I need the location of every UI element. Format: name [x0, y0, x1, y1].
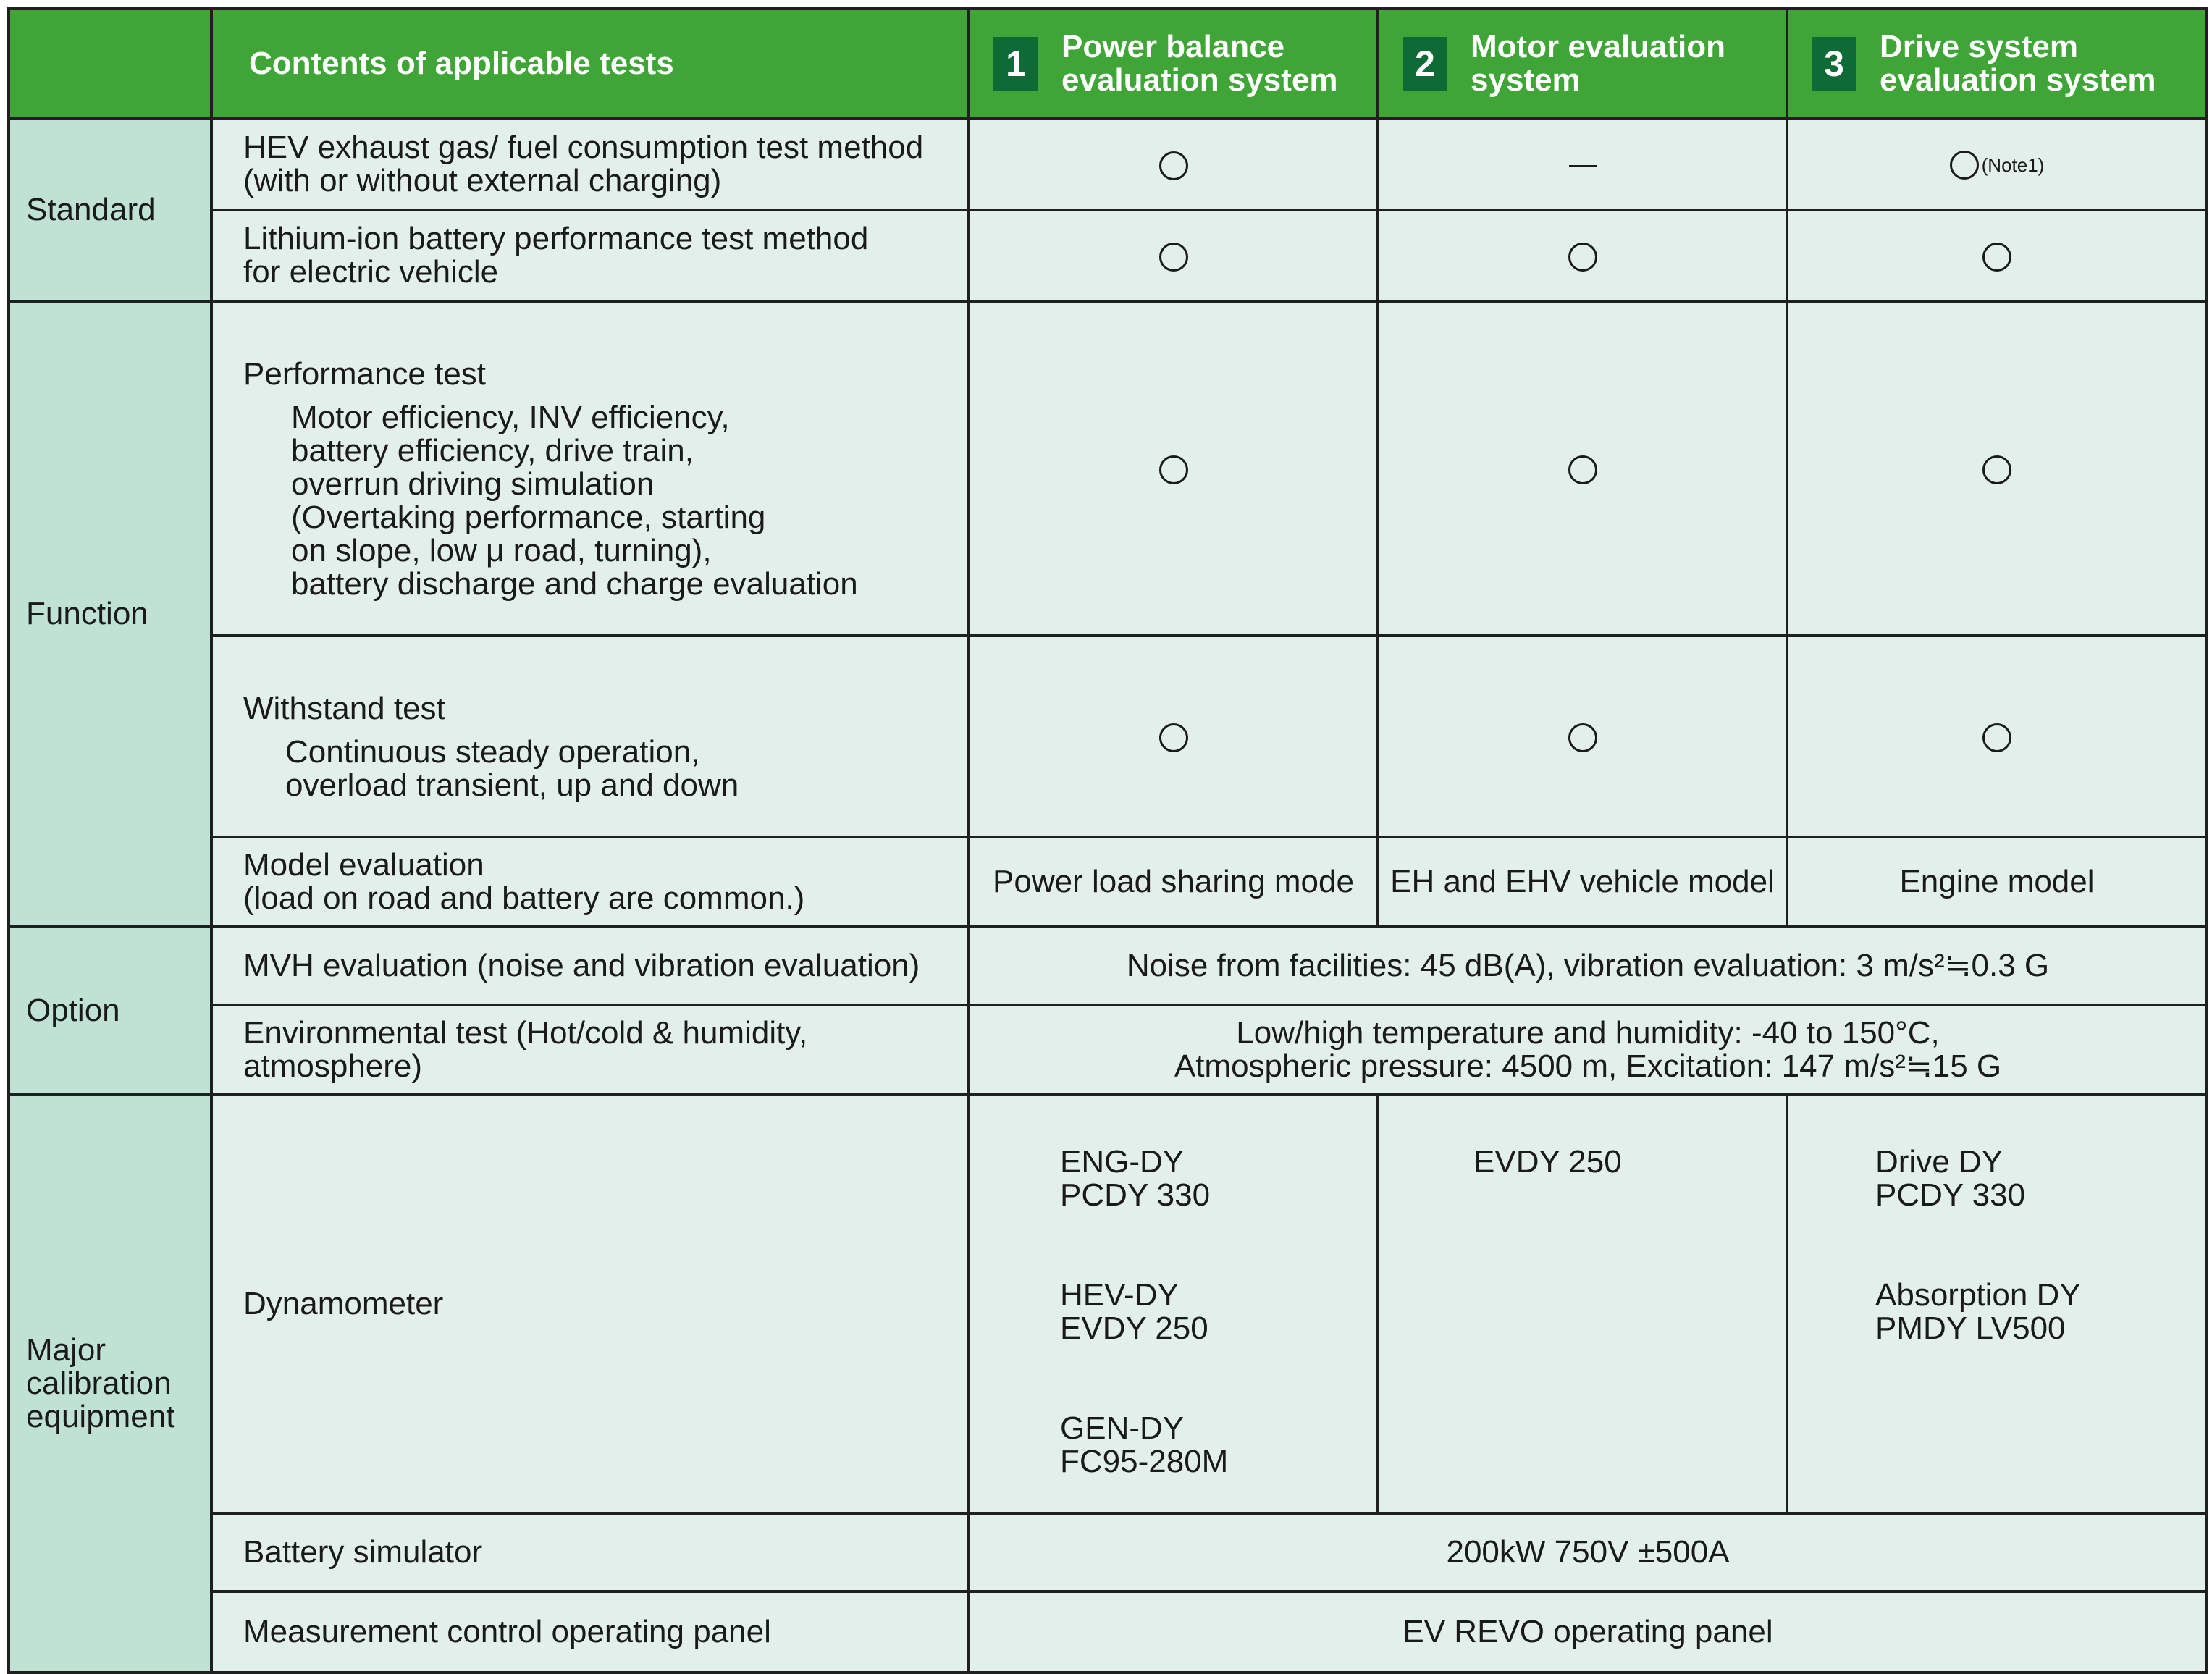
- item-model-evaluation: Model evaluation (load on road and battery are common.): [211, 837, 969, 927]
- row-performance-test: [9, 301, 2207, 636]
- header-system-2: [1378, 9, 1787, 119]
- mvh-value: Noise from facilities: 45 dB(A), vibration evaluation: 3 m/s²≒0.3 G: [969, 927, 2207, 1005]
- dyno-entry: ENG-DY PCDY 330: [1060, 1144, 1211, 1213]
- circle-mark-icon: [1568, 455, 1597, 484]
- hev-system-2-value: [1378, 119, 1787, 210]
- item-environmental-test: Environmental test (Hot/cold & humidity, atmosphere): [211, 1005, 969, 1095]
- performance-test-title: Performance test: [243, 356, 487, 392]
- hev-system-3-value: [1787, 119, 2207, 210]
- lithium-system-3-value: [1787, 210, 2207, 301]
- header-row: [9, 9, 2207, 119]
- circle-mark-icon: [1159, 243, 1188, 272]
- item-measurement-panel: Measurement control operating panel: [211, 1591, 969, 1673]
- test-spec-table-container: [7, 7, 2205, 1649]
- model-system-2-value: EH and EHV vehicle model: [1378, 837, 1787, 927]
- circle-mark-icon: [1568, 723, 1597, 752]
- note-1-label: (Note1): [1981, 154, 2045, 177]
- item-withstand-test: [211, 636, 969, 837]
- withstand-test-title: Withstand test: [243, 691, 445, 726]
- category-standard: Standard: [9, 119, 211, 301]
- circle-mark-icon: [1159, 151, 1188, 180]
- performance-system-2-value: [1378, 301, 1787, 636]
- row-mvh-evaluation: [9, 927, 2207, 1005]
- row-lithium-battery: [9, 210, 2207, 301]
- row-battery-simulator: [9, 1513, 2207, 1591]
- system-2-number-badge: 2: [1403, 37, 1447, 91]
- withstand-system-1-value: [969, 636, 1378, 837]
- item-lithium-battery: Lithium-ion battery performance test method for electric vehicle: [211, 210, 969, 301]
- dyno-entry: GEN-DY FC95-280M: [1060, 1410, 1229, 1479]
- row-hev-exhaust: [9, 119, 2207, 210]
- row-environmental-test: [9, 1005, 2207, 1095]
- category-function: Function: [9, 301, 211, 927]
- withstand-system-2-value: [1378, 636, 1787, 837]
- dynamometer-system-2-value: [1378, 1095, 1787, 1513]
- system-3-title: Drive system evaluation system: [1880, 29, 2156, 98]
- row-model-evaluation: [9, 837, 2207, 927]
- row-measurement-panel: [9, 1591, 2207, 1673]
- category-option: Option: [9, 927, 211, 1095]
- item-dynamometer: Dynamometer: [211, 1095, 969, 1513]
- item-mvh-evaluation: MVH evaluation (noise and vibration evaluation): [211, 927, 969, 1005]
- circle-mark-icon: [1568, 243, 1597, 272]
- hev-system-1-value: [969, 119, 1378, 210]
- circle-mark-icon: [1982, 243, 2011, 272]
- lithium-system-2-value: [1378, 210, 1787, 301]
- model-system-3-value: Engine model: [1787, 837, 2207, 927]
- performance-test-detail: Motor efficiency, INV efficiency, battery efficiency, drive train, overrun driving simulation (Overtaking performance, starting on slope, low μ road, turning), battery discharge and charge evaluation: [291, 400, 858, 602]
- dyno-entry: HEV-DY EVDY 250: [1060, 1277, 1208, 1346]
- system-2-title: Motor evaluation system: [1471, 29, 1726, 98]
- performance-system-3-value: [1787, 301, 2207, 636]
- circle-mark-icon: [1950, 151, 1979, 180]
- battery-simulator-value: 200kW 750V ±500A: [969, 1513, 2207, 1591]
- header-contents: Contents of applicable tests: [211, 9, 969, 119]
- dyno-entry: Absorption DY PMDY LV500: [1875, 1277, 2081, 1346]
- item-battery-simulator: Battery simulator: [211, 1513, 969, 1591]
- category-major-calibration-equipment: Major calibration equipment: [9, 1095, 211, 1673]
- circle-mark-icon: [1982, 455, 2011, 484]
- dyno-entry: EVDY 250: [1473, 1144, 1622, 1179]
- header-system-3: [1787, 9, 2207, 119]
- withstand-test-detail: Continuous steady operation, overload transient, up and down: [285, 734, 739, 803]
- model-system-1-value: Power load sharing mode: [969, 837, 1378, 927]
- lithium-system-1-value: [969, 210, 1378, 301]
- system-1-title: Power balance evaluation system: [1061, 29, 1338, 98]
- environmental-value: Low/high temperature and humidity: -40 to 150°C, Atmospheric pressure: 4500 m, Excitation: 147 m/s²≒15 G: [969, 1005, 2207, 1095]
- withstand-system-3-value: [1787, 636, 2207, 837]
- system-1-number-badge: 1: [993, 37, 1038, 91]
- row-withstand-test: [9, 636, 2207, 837]
- item-hev-exhaust: HEV exhaust gas/ fuel consumption test method (with or without external charging): [211, 119, 969, 210]
- dash-mark-icon: [1569, 165, 1597, 167]
- item-performance-test: [211, 301, 969, 636]
- performance-system-1-value: [969, 301, 1378, 636]
- header-system-1: [969, 9, 1378, 119]
- header-corner: [9, 9, 211, 119]
- dynamometer-system-3-value: [1787, 1095, 2207, 1513]
- measurement-panel-value: EV REVO operating panel: [969, 1591, 2207, 1673]
- circle-mark-icon: [1159, 723, 1188, 752]
- test-spec-table: [7, 7, 2208, 1674]
- system-3-number-badge: 3: [1812, 37, 1856, 91]
- row-dynamometer: [9, 1095, 2207, 1513]
- circle-mark-icon: [1982, 723, 2011, 752]
- dyno-entry: Drive DY PCDY 330: [1875, 1144, 2026, 1213]
- dynamometer-system-1-value: [969, 1095, 1378, 1513]
- circle-mark-icon: [1159, 455, 1188, 484]
